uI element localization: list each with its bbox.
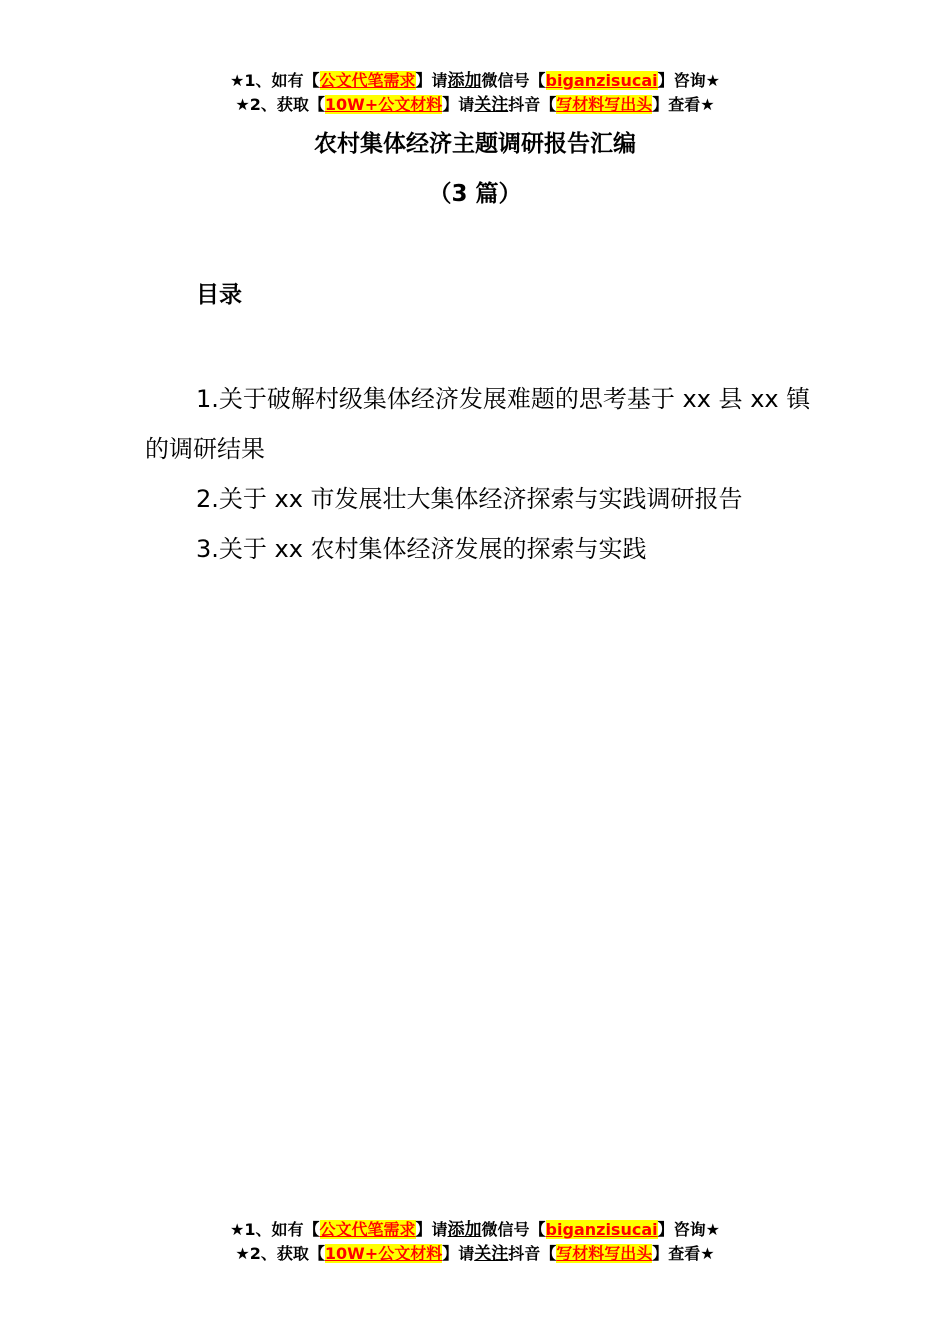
banner-text: 抖音【 — [508, 1244, 557, 1263]
wechat-id-highlight: biganzisucai — [545, 1220, 658, 1239]
douyin-account-highlight: 写材料写出头 — [556, 95, 653, 114]
document-subtitle: （3 篇） — [428, 181, 522, 207]
banner-line-2 — [0, 1242, 950, 1266]
wechat-id-highlight: biganzisucai — [545, 71, 658, 90]
banner-text: ★2、获取【 — [235, 1244, 325, 1263]
banner-line-1 — [0, 1218, 950, 1242]
banner-line-2 — [0, 93, 950, 117]
banner-text: 】请 — [442, 95, 475, 114]
banner-text: 】请 — [415, 1220, 448, 1239]
banner-text: 】查看★ — [652, 95, 715, 114]
banner-text: 】咨询★ — [657, 71, 720, 90]
banner-text: ★1、如有【 — [230, 1220, 320, 1239]
banner-line-1 — [0, 69, 950, 93]
banner-underlined: 添加 — [447, 1220, 482, 1240]
douyin-account-highlight: 写材料写出头 — [556, 1244, 653, 1263]
toc-item: 1.关于破解村级集体经济发展难题的思考基于 xx 县 xx 镇的调研结果 — [145, 385, 811, 463]
top-banner — [0, 69, 950, 117]
banner-text: 微信号【 — [481, 71, 546, 90]
banner-text: 】请 — [442, 1244, 475, 1263]
bottom-banner — [0, 1218, 950, 1266]
banner-highlight: 10W+公文材料 — [324, 95, 443, 114]
banner-highlight: 公文代笔需求 — [319, 1220, 416, 1239]
banner-underlined: 关注 — [474, 95, 509, 115]
banner-highlight: 10W+公文材料 — [324, 1244, 443, 1263]
banner-text: 】查看★ — [652, 1244, 715, 1263]
banner-text: 】咨询★ — [657, 1220, 720, 1239]
banner-text: 微信号【 — [481, 1220, 546, 1239]
banner-underlined: 关注 — [474, 1244, 509, 1264]
toc-heading: 目录 — [196, 282, 242, 308]
banner-text: 】请 — [415, 71, 448, 90]
banner-text: ★1、如有【 — [230, 71, 320, 90]
banner-text: 抖音【 — [508, 95, 557, 114]
banner-underlined: 添加 — [447, 71, 482, 91]
document-title: 农村集体经济主题调研报告汇编 — [314, 131, 636, 157]
banner-text: ★2、获取【 — [235, 95, 325, 114]
toc-item: 2.关于 xx 市发展壮大集体经济探索与实践调研报告 — [196, 485, 743, 513]
table-of-contents — [145, 374, 815, 574]
toc-item: 3.关于 xx 农村集体经济发展的探索与实践 — [196, 535, 647, 563]
banner-highlight: 公文代笔需求 — [319, 71, 416, 90]
